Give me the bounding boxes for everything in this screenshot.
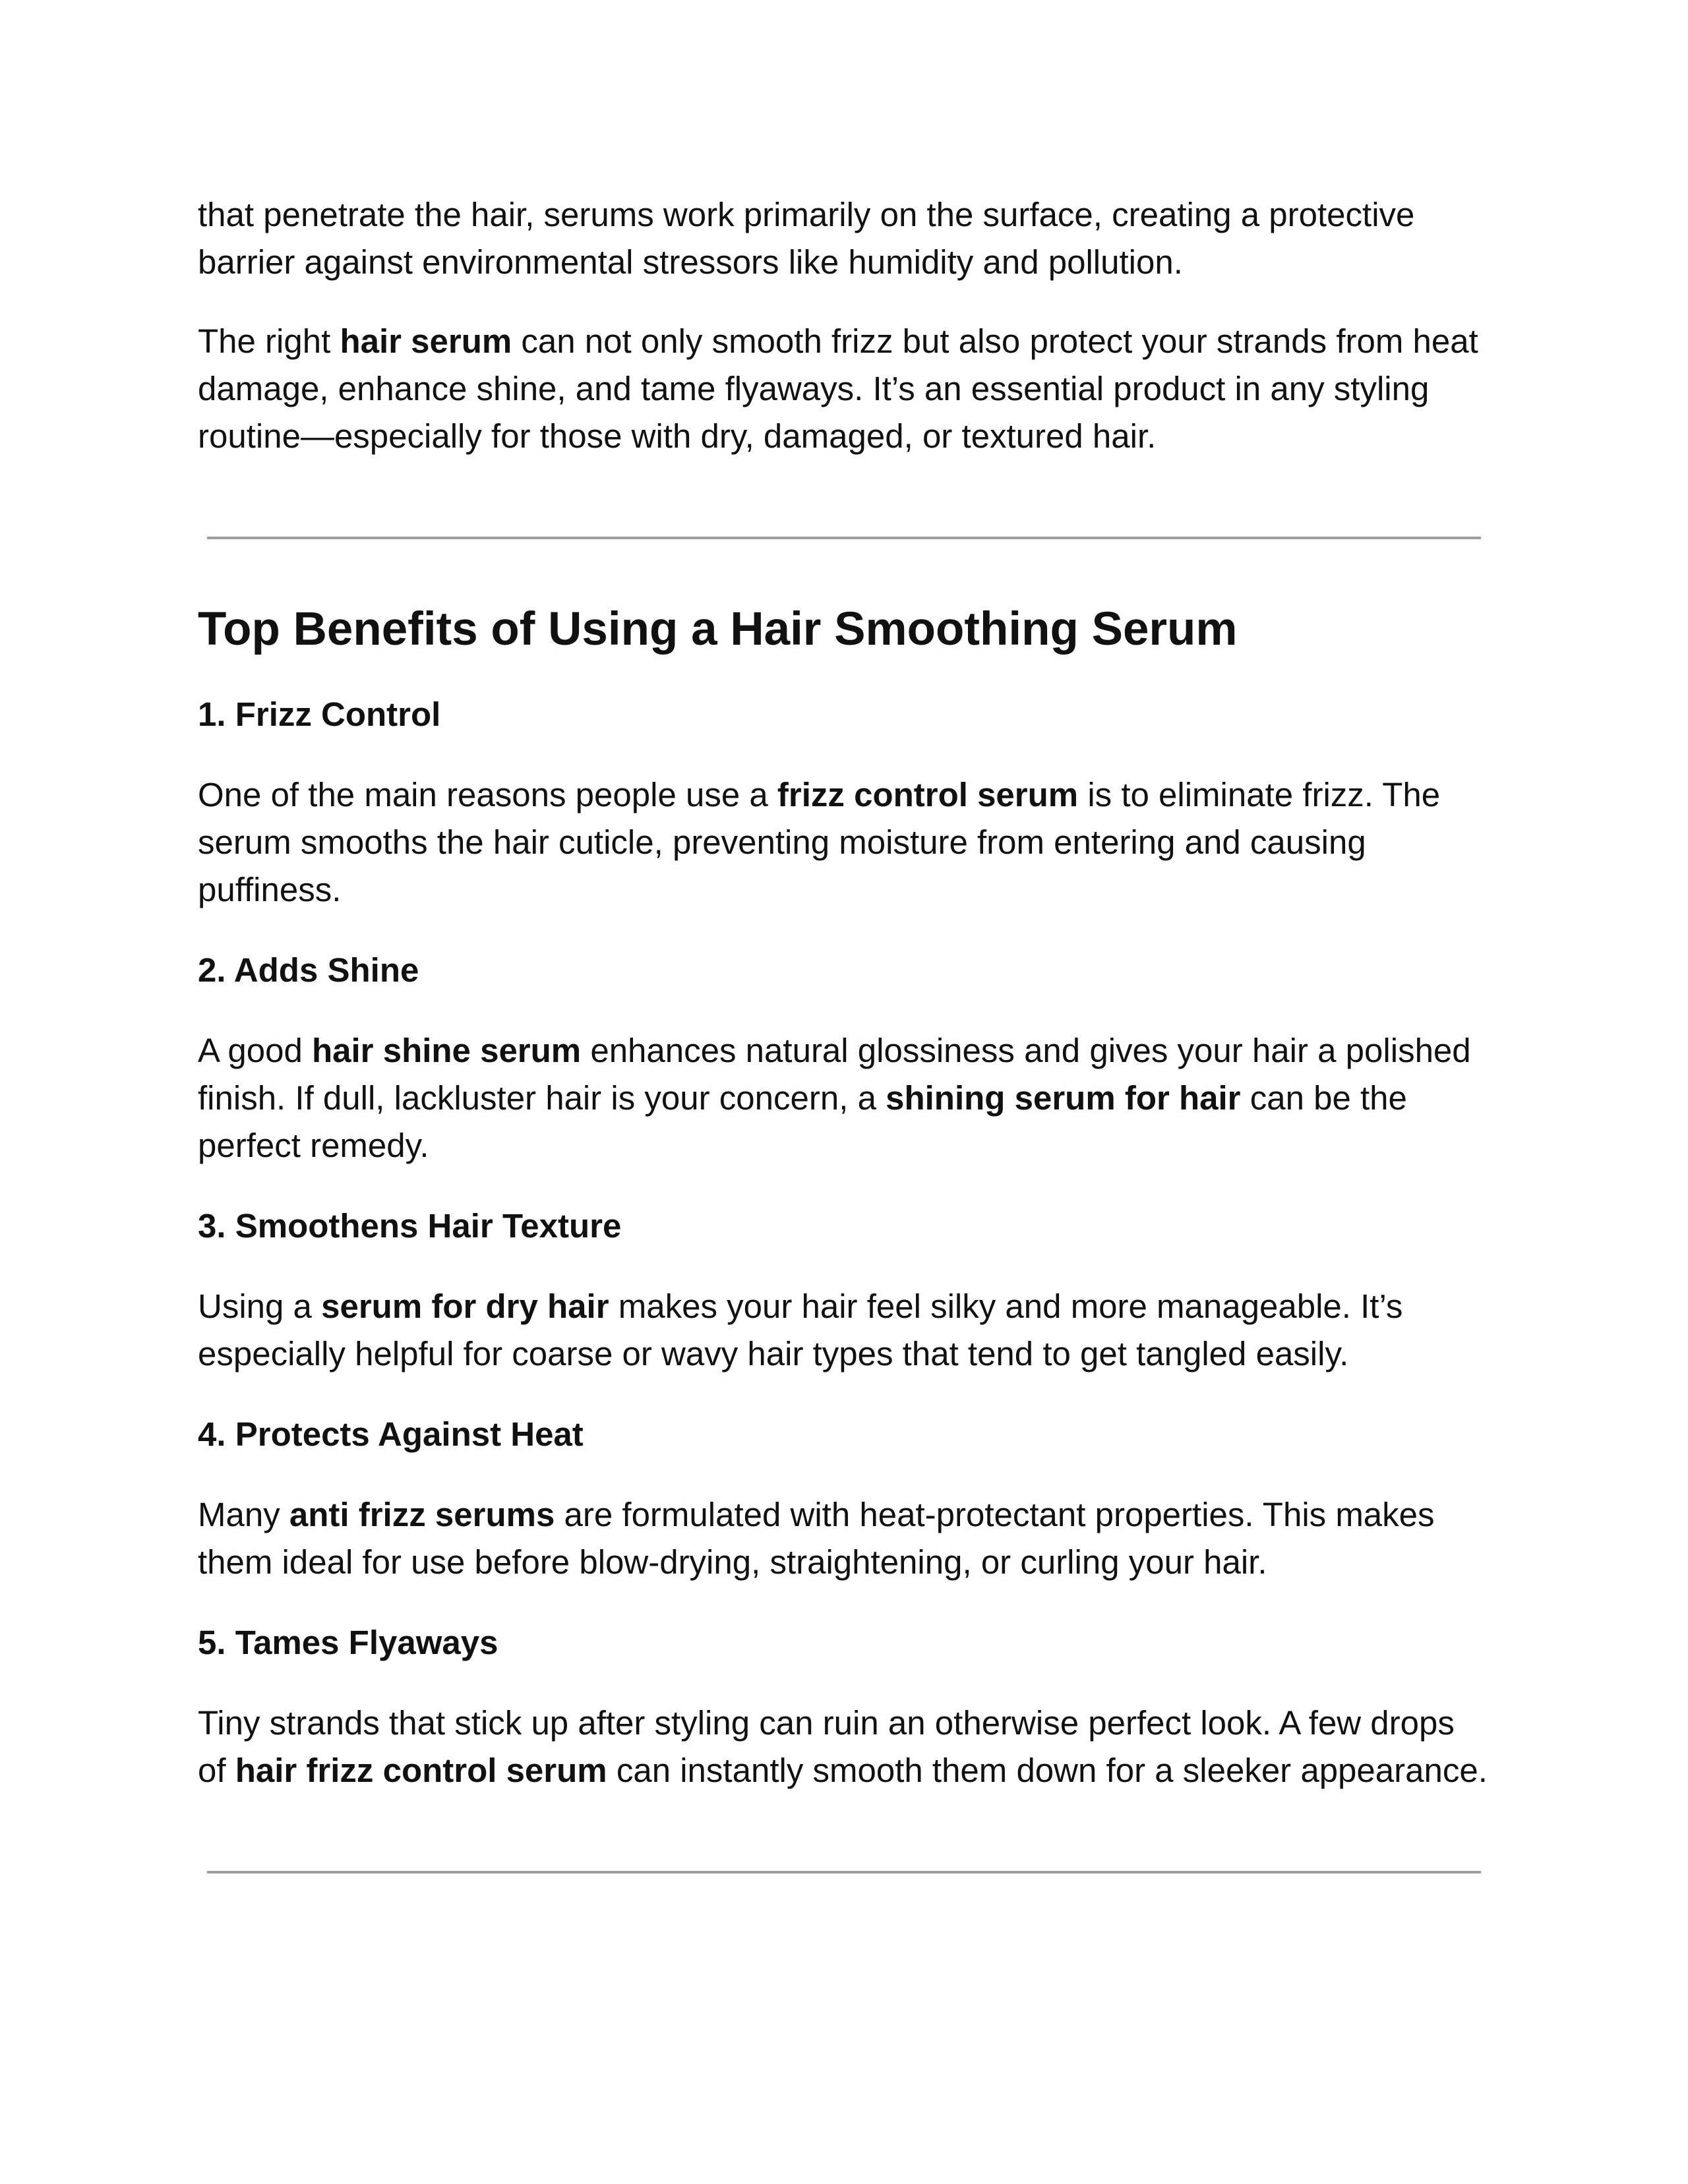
benefit-text: Using a [198, 1287, 322, 1325]
benefit-heading-smoothens-texture: 3. Smoothens Hair Texture [198, 1207, 622, 1245]
benefit-text: are formulated with heat-protectant properties. This makes them ideal for use before blow-drying, straightening, or curling your hair. [198, 1496, 1435, 1581]
intro-text: The right [198, 322, 340, 360]
benefit-text: Many [198, 1496, 289, 1533]
benefit-paragraph-smoothens-texture [198, 1283, 1490, 1378]
benefit-text: is to eliminate frizz. The serum smooths the hair cuticle, preventing moisture from entering and causing puffiness. [198, 776, 1441, 908]
document-page [198, 191, 1490, 1879]
keyword-hair-serum: hair serum [340, 322, 512, 360]
benefit-text: can instantly smooth them down for a sleeker appearance. [607, 1752, 1488, 1789]
section-divider [207, 537, 1481, 539]
keyword-hair-shine-serum: hair shine serum [312, 1032, 582, 1069]
keyword-anti-frizz-serums: anti frizz serums [289, 1496, 555, 1533]
benefit-text: One of the main reasons people use a [198, 776, 777, 813]
keyword-frizz-control-serum: frizz control serum [777, 776, 1079, 813]
benefit-text: makes your hair feel silky and more manageable. It’s especially helpful for coarse or wavy hair types that tend to get tangled easily. [198, 1287, 1403, 1372]
benefit-heading-adds-shine: 2. Adds Shine [198, 951, 419, 989]
benefit-paragraph-frizz-control [198, 771, 1490, 914]
benefit-heading-tames-flyaways: 5. Tames Flyaways [198, 1624, 498, 1661]
intro-paragraph-2 [198, 318, 1490, 460]
benefit-text: enhances natural glossiness and gives your hair a polished finish. If dull, lackluster hair is your concern, a [198, 1032, 1471, 1117]
benefit-paragraph-tames-flyaways [198, 1699, 1490, 1794]
benefit-paragraph-adds-shine [198, 1027, 1490, 1169]
intro-paragraph-1: that penetrate the hair, serums work primarily on the surface, creating a protective barrier against environmental stressors like humidity and pollution. [198, 196, 1415, 281]
benefit-paragraph-protects-heat [198, 1491, 1490, 1586]
benefit-heading-protects-heat: 4. Protects Against Heat [198, 1415, 584, 1453]
section-title: Top Benefits of Using a Hair Smoothing Serum [198, 603, 1238, 655]
intro-text: can not only smooth frizz but also protect your strands from heat damage, enhance shine, and tame flyaways. It’s an essential product in any styling routine—especially for those with dry, damaged, or textured hair. [198, 322, 1478, 455]
keyword-serum-for-dry-hair: serum for dry hair [321, 1287, 609, 1325]
keyword-shining-serum-for-hair: shining serum for hair [886, 1079, 1241, 1117]
benefit-heading-frizz-control: 1. Frizz Control [198, 695, 441, 733]
benefit-text: can be the perfect remedy. [198, 1079, 1407, 1164]
benefit-text: A good [198, 1032, 312, 1069]
keyword-hair-frizz-control-serum: hair frizz control serum [235, 1752, 607, 1789]
benefit-text: Tiny strands that stick up after styling can ruin an otherwise perfect look. A few drops of [198, 1704, 1455, 1789]
section-divider-bottom [207, 1871, 1481, 1874]
